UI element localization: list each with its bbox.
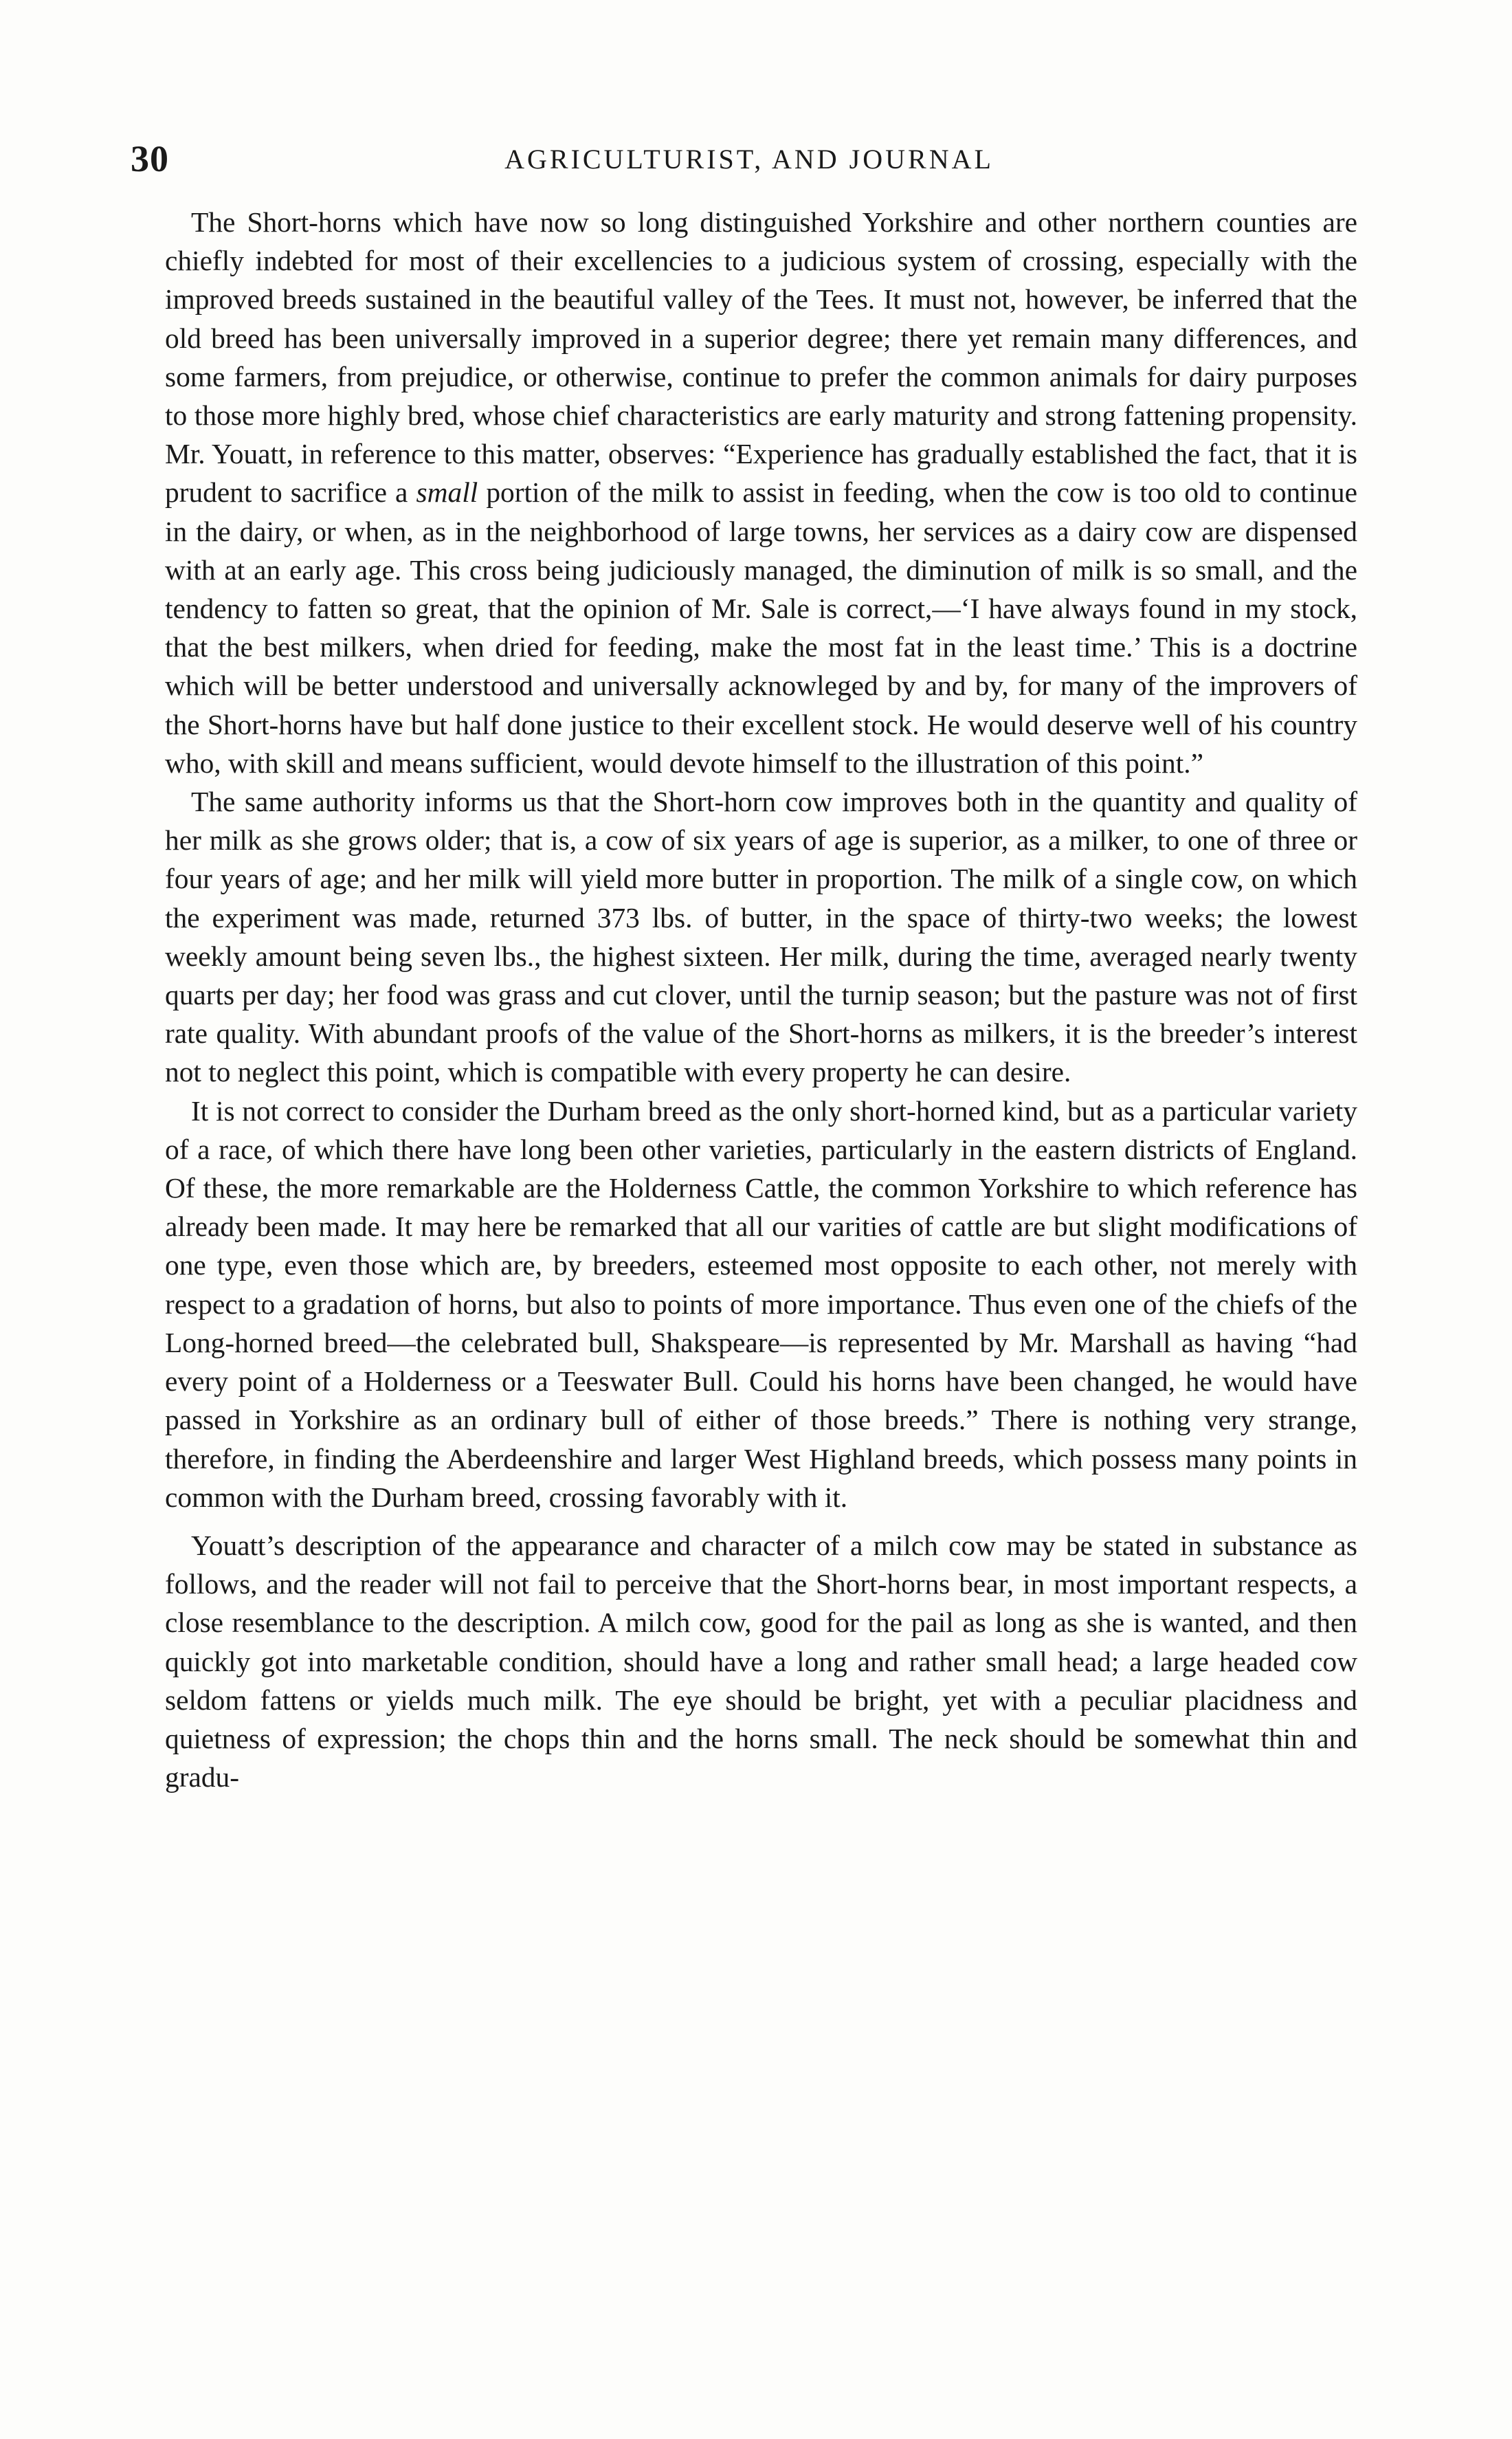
paragraph-milch-cow-description: Youatt’s description of the appearance and character of a milch cow may be stated in substance as follows, and the reader will not fail to perceive that the Short-horns bear, in most important respects, a close resemblance to the description. A milch cow, good for the pail as long as she is wanted, and then quickly got into marketable condition, should have a long and rather small head; a large headed cow seldom fattens or yields much milk. The eye should be bright, yet with a peculiar placidness and quietness of expression; the chops thin and the horns small. The neck should be somewhat thin and gradu- bbox=[165, 1529, 1357, 1794]
paragraph-short-horns-crossing bbox=[165, 203, 1357, 782]
paragraph-text-continued: portion of the milk to assist in feeding, when the cow is too old to continue in the dairy, or when, as in the neighborhood of large towns, her services as a dairy cow are dispensed with at an early age. This cross being judiciously managed, the diminution of milk is so small, and the tendency to fatten so great, that the opinion of Mr. Sale is correct,—‘I have always found in my stock, that the best milkers, when dried for feeding, make the most fat in the least time.’ This is a doctrine which will be better understood and universally acknowleged by and by, for many of the improvers of the Short-horns have but half done justice to their excellent stock. He would deserve well of his country who, with skill and means sufficient, would devote himself to the illustration of this point.” bbox=[165, 476, 1357, 779]
paragraph-milk-quality: The same authority informs us that the Short-horn cow improves both in the quantity and quality of her milk as she grows older; that is, a cow of six years of age is superior, as a milker, to one of three or four years of age; and her milk will yield more butter in proportion. The milk of a single cow, on which the experiment was made, returned 373 lbs. of butter, in the space of thirty-two weeks; the lowest weekly amount being seven lbs., the highest sixteen. Her milk, during the time, averaged nearly twenty quarts per day; her food was grass and cut clover, until the turnip season; but the pasture was not of first rate quality. With abundant proofs of the value of the Short-horns as milkers, it is the breeder’s interest not to neglect this point, which is compatible with every property he can desire. bbox=[165, 786, 1357, 1088]
running-title: AGRICULTURIST, AND JOURNAL bbox=[504, 144, 994, 175]
paragraph-text: The Short-horns which have now so long distinguished Yorkshire and other northern counties are chiefly indebted for most of their excellencies to a judicious system of crossing, especially with the improved breeds sustained in the beautiful valley of the Tees. It must not, however, be inferred that the old breed has been universally improved in a superior degree; there yet remain many differences, and some farmers, from prejudice, or otherwise, continue to prefer the common animals for dairy purposes to those more highly bred, whose chief characteristics are early maturity and strong fattening propensity. Mr. Youatt, in reference to this matter, observes: “Experience has gradually established the fact, that it is prudent to sacrifice a bbox=[165, 206, 1357, 509]
page-number: 30 bbox=[131, 138, 169, 179]
article-body bbox=[165, 203, 1357, 1796]
running-head bbox=[131, 137, 1368, 186]
paragraph-durham-breed: It is not correct to consider the Durham breed as the only short-horned kind, but as a particular variety of a race, of which there have long been other varieties, particularly in the eastern districts of England. Of these, the more remarkable are the Holderness Cattle, the common Yorkshire to which reference has already been made. It may here be remarked that all our varities of cattle are but slight modifications of one type, even those which are, by breeders, esteemed most opposite to each other, not merely with respect to a gradation of horns, but also to points of more importance. Thus even one of the chiefs of the Long-horned breed—the celebrated bull, Shakspeare—is represented by Mr. Marshall as having “had every point of a Holderness or a Teeswater Bull. Could his horns have been changed, he would have passed in Yorkshire as an ordinary bull of either of those breeds.” There is nothing very strange, therefore, in finding the Aberdeenshire and larger West Highland breeds, which possess many points in common with the Durham breed, crossing favorably with it. bbox=[165, 1094, 1357, 1513]
emphasized-word: small bbox=[416, 476, 478, 509]
